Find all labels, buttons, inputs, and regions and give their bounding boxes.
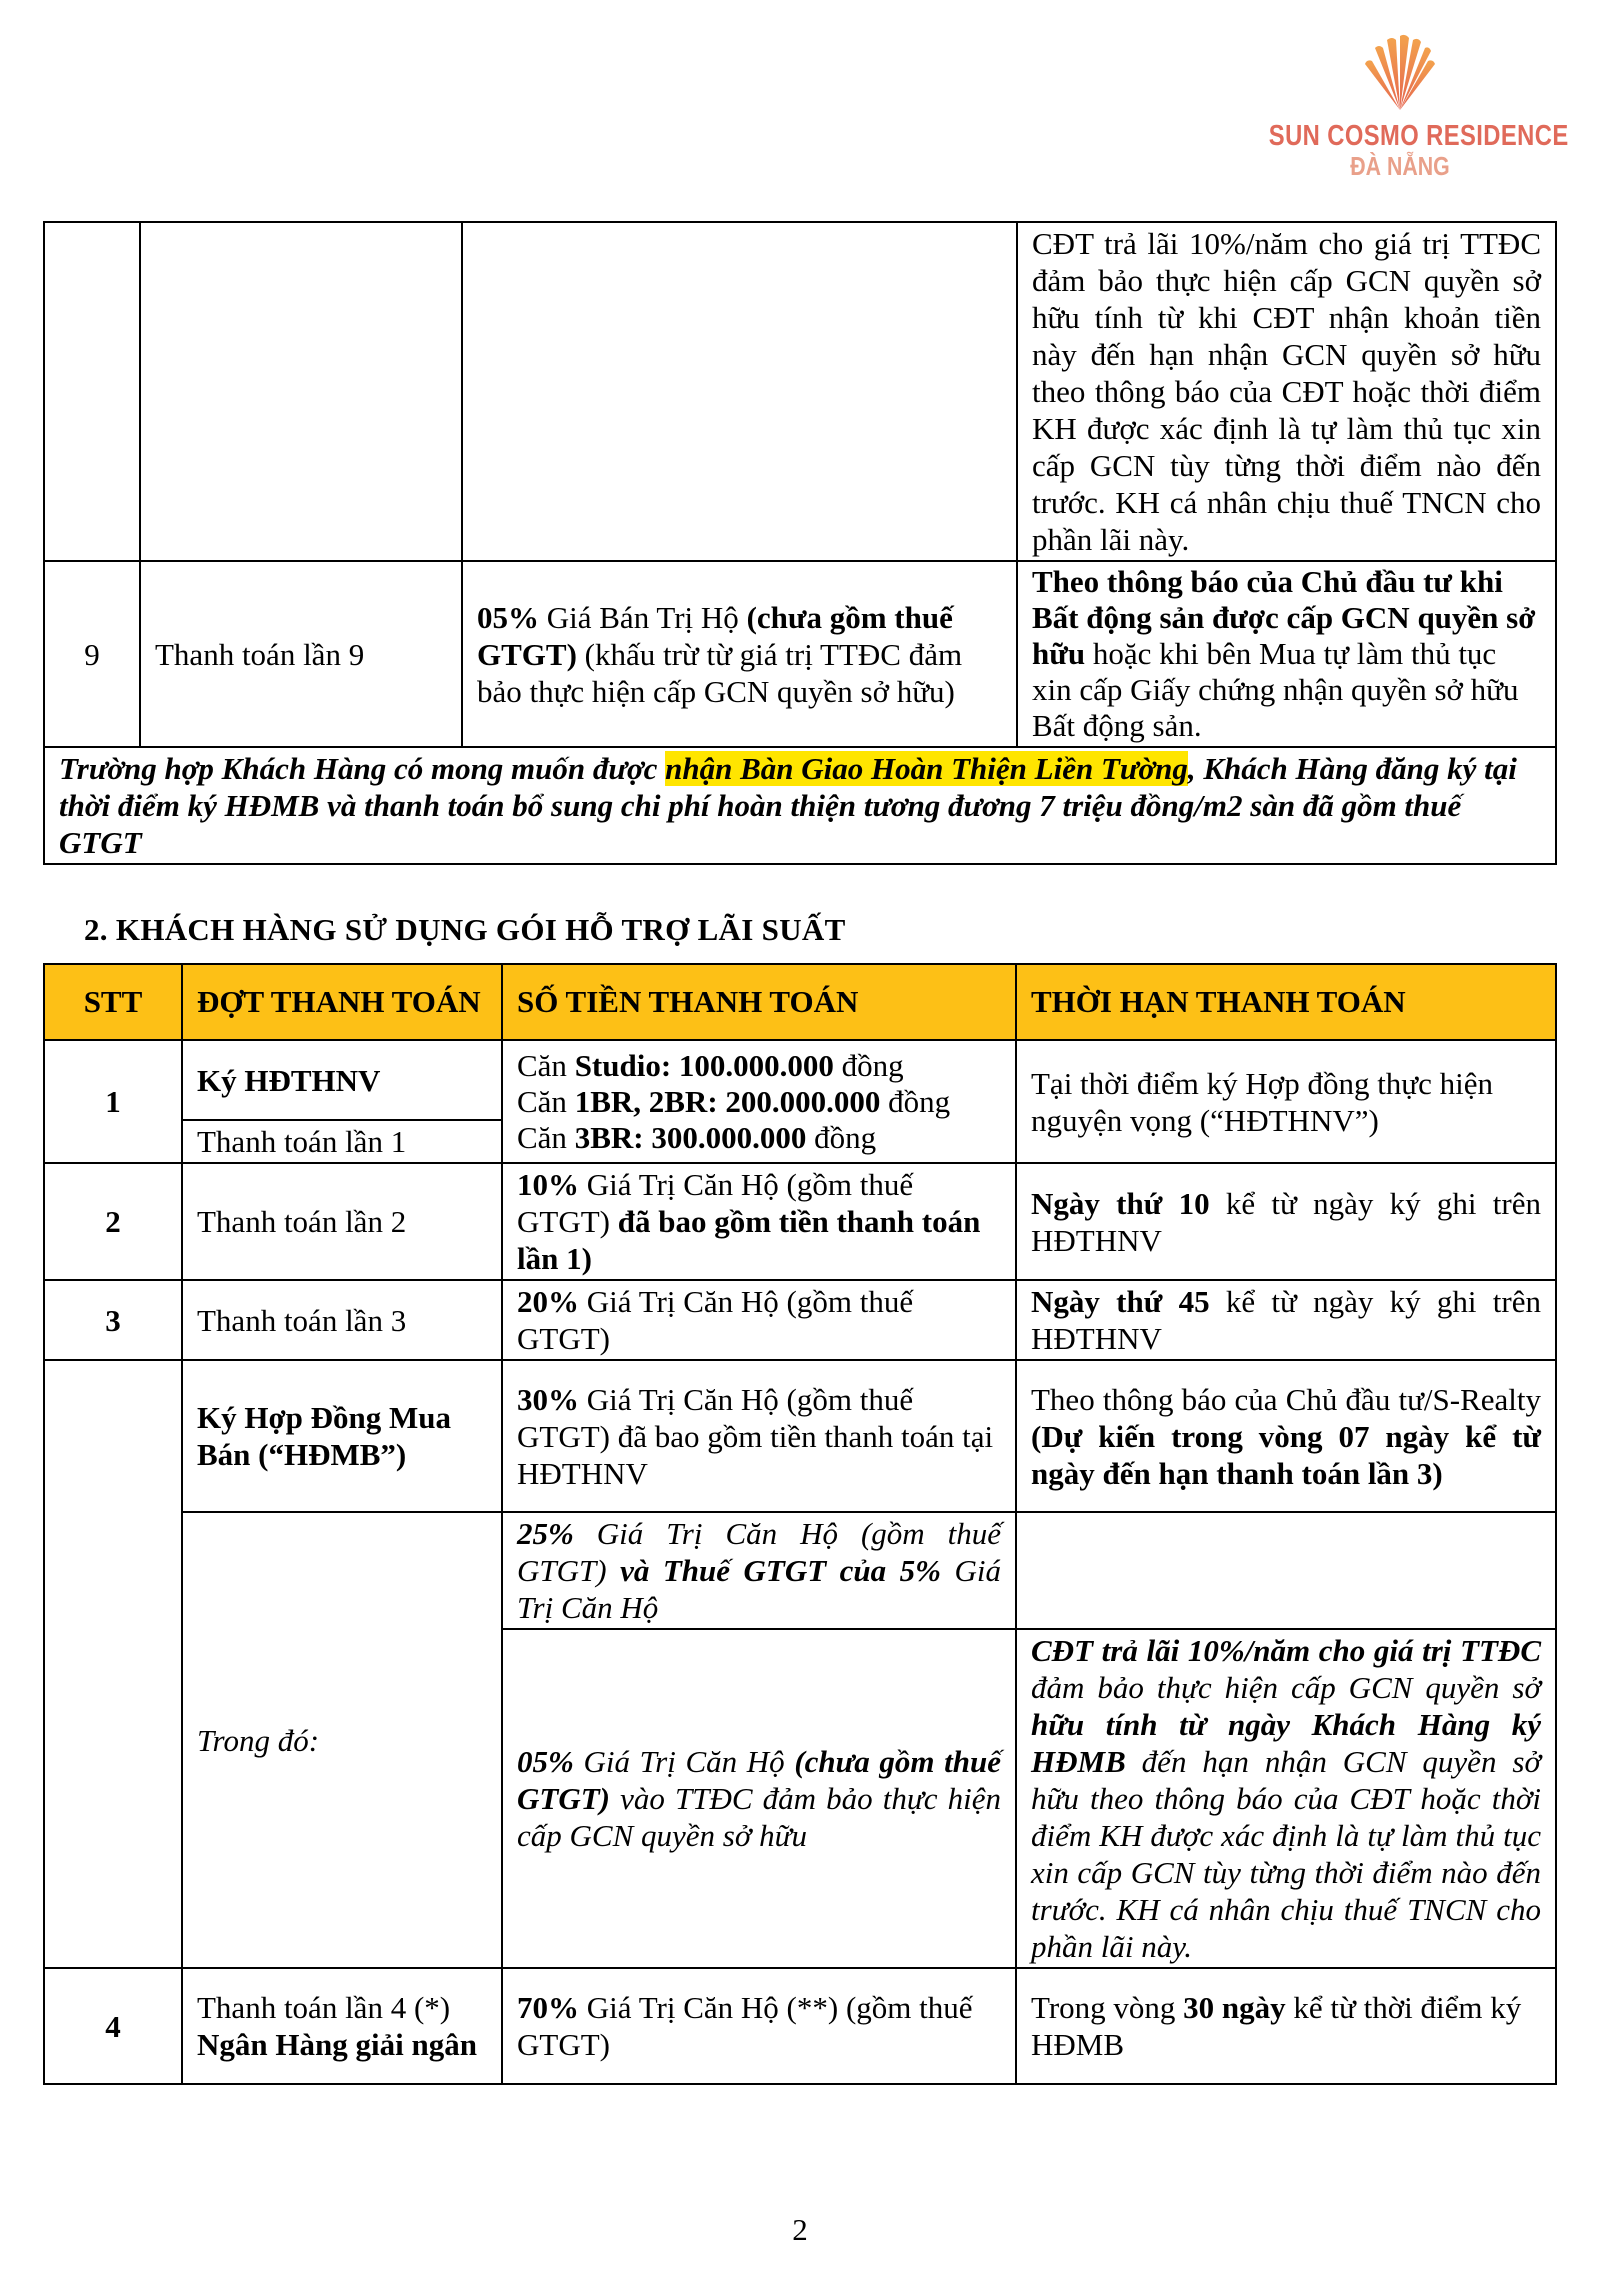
- payment-table-continued: [43, 221, 1557, 865]
- deadline-bold: Ngày thứ 10: [1031, 1185, 1210, 1221]
- amount-bold: 20%: [517, 1284, 579, 1319]
- table-row: [44, 561, 1556, 747]
- note-text: Trường hợp Khách Hàng có mong muốn được: [59, 751, 666, 786]
- stt-cell: 1: [44, 1040, 182, 1163]
- stt-cell: [44, 1360, 182, 1968]
- phase-cell: Thanh toán lần 2: [182, 1163, 502, 1280]
- deadline-bold: Theo thông báo của Chủ đầu tư khi Bất động sản được cấp GCN quyền sở hữu: [1032, 564, 1536, 671]
- table-row: [44, 1040, 1556, 1120]
- table-row: [44, 1512, 1556, 1629]
- amount-bold: 1BR, 2BR: 200.000.000: [574, 1083, 881, 1119]
- stt-cell: 9: [44, 561, 140, 747]
- deadline-text: đảm bảo thực hiện cấp GCN quyền sở: [1031, 1670, 1541, 1705]
- table-header-row: [44, 964, 1556, 1040]
- deadline-bold: 30 ngày: [1183, 1990, 1286, 2025]
- section-title: 2. KHÁCH HÀNG SỬ DỤNG GÓI HỖ TRỢ LÃI SUẤT: [84, 912, 846, 947]
- amount-bold: (chưa gồm thuế GTGT): [477, 599, 953, 672]
- note-text-end: , Khách Hàng đăng ký tại thời điểm ký HĐMB và thanh toán bổ sung chi phí hoàn thiện tương đương 7 triệu đồng/m2 sàn đã gồm thuế GTGT: [59, 751, 1517, 860]
- deadline-cell: [1017, 222, 1556, 561]
- amount-text: đồng: [806, 1119, 877, 1155]
- amount-text: Giá Trị Căn Hộ (**) (gồm thuế GTGT): [517, 1990, 973, 2062]
- header-phase: ĐỢT THANH TOÁN: [182, 964, 502, 1040]
- deadline-cell: [1017, 561, 1556, 747]
- page-number: 2: [792, 2212, 808, 2247]
- table-row: [44, 1968, 1556, 2084]
- brand-city: ĐÀ NẴNG: [1350, 151, 1450, 181]
- amount-text: đồng: [880, 1083, 951, 1119]
- phase-cell: [182, 1968, 502, 2084]
- phase-cell: Ký Hợp Đồng Mua Bán (“HĐMB”): [182, 1360, 502, 1512]
- deadline-text: kể từ ngày ký ghi trên HĐTHNV: [1031, 1284, 1541, 1356]
- amount-text: Giá Trị Căn Hộ (gồm thuế GTGT) đã bao gồm tiền thanh toán tại HĐTHNV: [517, 1381, 994, 1491]
- amount-bold: đã bao gồm tiền thanh toán lần 1): [517, 1204, 981, 1276]
- stt-cell: 2: [44, 1163, 182, 1280]
- amount-bold: 70%: [517, 1990, 579, 2025]
- deadline-text: Trong vòng: [1031, 1990, 1184, 2025]
- amount-line: [517, 1048, 1001, 1084]
- amount-line: [517, 1120, 1001, 1156]
- sun-logo-icon: [1355, 30, 1445, 120]
- deadline-text: kể từ thời điểm ký HĐMB: [1031, 1990, 1522, 2062]
- amount-text: Giá Trị Căn Hộ: [573, 1744, 795, 1779]
- deadline-text: đến hạn nhận GCN quyền sở hữu theo thông báo của CĐT hoặc thời điểm KH được xác định là tự làm thủ tục xin cấp GCN tùy từng thời điểm nào đến trước. KH cá nhân chịu thuế TNCN cho phần lãi này.: [1031, 1744, 1541, 1964]
- table-row: [44, 222, 1556, 561]
- amount-cell: [502, 1968, 1016, 2084]
- deadline-text: CĐT trả lãi 10%/năm cho giá trị TTĐC đảm bảo thực hiện cấp GCN quyền sở hữu tính từ khi CĐT nhận khoản tiền này đến hạn nhận GCN quyền sở hữu theo thông báo của CĐT hoặc thời điểm KH được xác định là tự làm thủ tục xin cấp GCN tùy từng thời điểm nào đến trước. KH cá nhân chịu thuế TNCN cho phần lãi này.: [1032, 226, 1541, 557]
- amount-cell: [502, 1163, 1016, 1280]
- deadline-bold: Ngày thứ 45: [1031, 1284, 1210, 1319]
- phase-text: Thanh toán lần 4 (*): [197, 1990, 451, 2025]
- phase-cell: Ký HĐTHNV: [182, 1040, 502, 1120]
- amount-text: Giá Trị Căn Hộ (gồm thuế GTGT): [517, 1516, 1001, 1588]
- note-highlight: nhận Bàn Giao Hoàn Thiện Liền Tường: [665, 751, 1188, 786]
- amount-cell: [462, 561, 1017, 747]
- table-row: [44, 1280, 1556, 1360]
- amount-text: Căn: [517, 1083, 575, 1119]
- deadline-text: kể từ ngày ký ghi trên HĐTHNV: [1031, 1185, 1541, 1258]
- phase-cell: Thanh toán lần 1: [182, 1120, 502, 1163]
- amount-cell: [462, 222, 1017, 561]
- amount-bold: 10%: [517, 1167, 579, 1202]
- amount-text: Căn: [517, 1047, 575, 1083]
- amount-bold: 25%: [517, 1516, 574, 1551]
- phase-cell: [140, 222, 462, 561]
- phase-cell: Thanh toán lần 3: [182, 1280, 502, 1360]
- header-deadline: THỜI HẠN THANH TOÁN: [1016, 964, 1556, 1040]
- amount-cell: [502, 1280, 1016, 1360]
- interest-support-payment-table: [43, 963, 1557, 2085]
- amount-percent: 05%: [477, 599, 539, 635]
- header-amount: SỐ TIỀN THANH TOÁN: [502, 964, 1016, 1040]
- deadline-cell: Tại thời điểm ký Hợp đồng thực hiện nguyện vọng (“HĐTHNV”): [1016, 1040, 1556, 1163]
- deadline-text: hoặc khi bên Mua tự làm thủ tục xin cấp Giấy chứng nhận quyền sở hữu Bất động sản.: [1032, 636, 1519, 743]
- table-row: [44, 1360, 1556, 1512]
- stt-cell: 4: [44, 1968, 182, 2084]
- phase-cell: Thanh toán lần 9: [140, 561, 462, 747]
- deadline-bold: (Dự kiến trong vòng 07 ngày kể từ ngày đến hạn thanh toán lần 3): [1031, 1418, 1541, 1491]
- amount-bold: (chưa gồm thuế GTGT): [517, 1744, 1001, 1816]
- amount-bold: 05%: [517, 1744, 574, 1779]
- amount-cell: [502, 1629, 1016, 1968]
- amount-cell: [502, 1360, 1016, 1512]
- amount-bold: 30%: [517, 1381, 579, 1417]
- amount-bold: Studio: 100.000.000: [574, 1047, 834, 1083]
- stt-cell: [44, 222, 140, 561]
- deadline-bold: CĐT trả lãi 10%/năm cho giá trị TTĐC: [1031, 1633, 1541, 1668]
- amount-text: Giá Trị Căn Hộ (gồm thuế GTGT): [517, 1284, 914, 1356]
- amount-text: đồng: [833, 1047, 904, 1083]
- deadline-cell: [1016, 1280, 1556, 1360]
- deadline-cell: [1016, 1629, 1556, 1968]
- deadline-cell: [1016, 1360, 1556, 1512]
- amount-text: Giá Bán Trị Hộ: [539, 599, 747, 635]
- amount-text: Căn: [517, 1119, 575, 1155]
- stt-cell: 3: [44, 1280, 182, 1360]
- amount-bold: 3BR: 300.000.000: [574, 1119, 807, 1155]
- amount-text: vào TTĐC đảm bảo thực hiện cấp GCN quyền sở hữu: [517, 1781, 1001, 1853]
- phase-bold: Ngân Hàng giải ngân: [197, 2027, 477, 2062]
- amount-line: [517, 1084, 1001, 1120]
- phase-cell: Trong đó:: [182, 1512, 502, 1968]
- deadline-cell: [1016, 1163, 1556, 1280]
- deadline-cell: [1016, 1512, 1556, 1629]
- amount-note: (khấu trừ từ giá trị TTĐC đảm bảo thực hiện cấp GCN quyền sở hữu): [477, 636, 963, 709]
- table-row: [44, 1163, 1556, 1280]
- deadline-cell: [1016, 1968, 1556, 2084]
- deadline-bold: hữu tính từ ngày Khách Hàng ký HĐMB: [1031, 1707, 1541, 1779]
- table-row: [44, 747, 1556, 864]
- amount-bold: và Thuế GTGT của 5%: [620, 1553, 941, 1588]
- amount-text: Giá Trị Căn Hộ (gồm thuế GTGT): [517, 1167, 914, 1239]
- brand-name: SUN COSMO RESIDENCE: [1268, 120, 1569, 152]
- amount-text: Giá Trị Căn Hộ: [517, 1553, 1001, 1625]
- note-cell: [44, 747, 1556, 864]
- amount-cell: [502, 1040, 1016, 1163]
- header-stt: STT: [44, 964, 182, 1040]
- amount-cell: [502, 1512, 1016, 1629]
- brand-logo: [1240, 30, 1569, 205]
- deadline-text: Theo thông báo của Chủ đầu tư/S-Realty: [1031, 1381, 1541, 1417]
